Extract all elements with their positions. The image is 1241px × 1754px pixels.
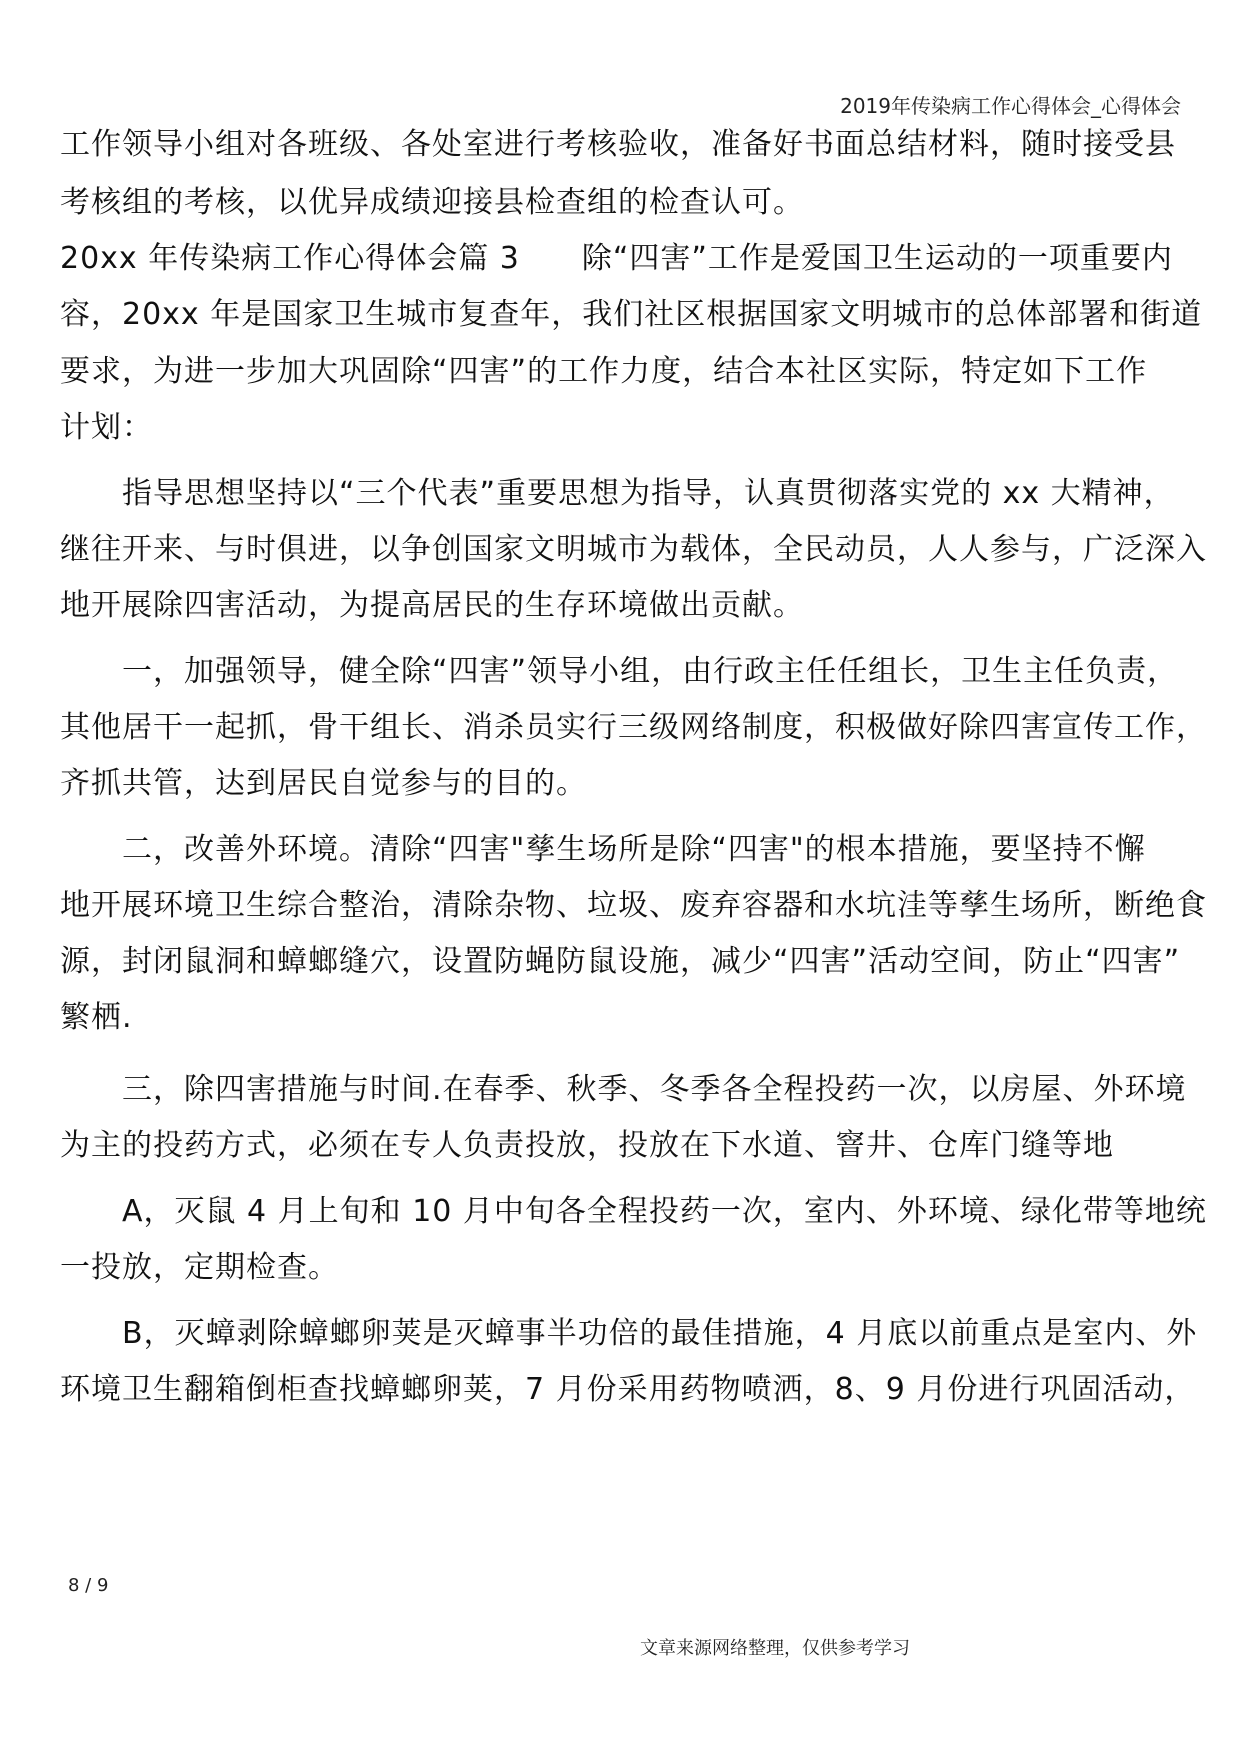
page-header: 2019年传染病工作心得体会_心得体会 (840, 94, 1181, 118)
text-line: 要求，为进一步加大巩固除“四害”的工作力度，结合本社区实际，特定如下工作 (60, 354, 1148, 389)
text-line: 考核组的考核，以优异成绩迎接县检查组的检查认可。 (60, 185, 804, 220)
document-body (60, 127, 1207, 1407)
text-line: 其他居干一起抓，骨干组长、消杀员实行三级网络制度，积极做好除四害宣传工作， (60, 710, 1207, 745)
text-line: 一，加强领导，健全除“四害”领导小组，由行政主任任组长，卫生主任负责， (60, 654, 1179, 689)
text-line: 三，除四害措施与时间.在春季、秋季、冬季各全程投药一次，以房屋、外环境 (60, 1072, 1187, 1107)
text-line: 工作领导小组对各班级、各处室进行考核验收，准备好书面总结材料，随时接受县 (60, 127, 1176, 162)
text-line: 指导思想坚持以“三个代表”重要思想为指导，认真贯彻落实党的 xx 大精神， (60, 476, 1175, 511)
text-line: 为主的投药方式，必须在专人负责投放，投放在下水道、窨井、仓库门缝等地 (60, 1128, 1114, 1163)
text-line: 繁栖. (60, 1000, 133, 1035)
text-line: A，灭鼠 4 月上旬和 10 月中旬各全程投药一次，室内、外环境、绿化带等地统 (60, 1194, 1207, 1229)
text-line: B，灭蟑剥除蟑螂卵荚是灭蟑事半功倍的最佳措施，4 月底以前重点是室内、外 (60, 1316, 1198, 1351)
text-line: 20xx 年传染病工作心得体会篇 3 除“四害”工作是爱国卫生运动的一项重要内 (60, 241, 1173, 276)
text-line: 容，20xx 年是国家卫生城市复查年，我们社区根据国家文明城市的总体部署和街道 (60, 297, 1203, 332)
text-line: 地开展环境卫生综合整治，清除杂物、垃圾、废弃容器和水坑洼等孳生场所，断绝食 (60, 888, 1207, 923)
text-line: 环境卫生翻箱倒柜查找蟑螂卵荚，7 月份采用药物喷洒，8、9 月份进行巩固活动， (60, 1372, 1196, 1407)
text-line: 二，改善外环境。清除“四害"孳生场所是除“四害"的根本措施，要坚持不懈 (60, 832, 1146, 867)
text-line: 计划： (60, 410, 153, 445)
text-line: 继往开来、与时俱进，以争创国家文明城市为载体，全民动员，人人参与，广泛深入 (60, 532, 1207, 567)
page-number: 8 / 9 (68, 1575, 109, 1596)
text-line: 源，封闭鼠洞和蟑螂缝穴，设置防蝇防鼠设施，减少“四害”活动空间，防止“四害” (60, 944, 1181, 979)
text-line: 齐抓共管，达到居民自觉参与的目的。 (60, 766, 587, 801)
source-note: 文章来源网络整理，仅供参考学习 (640, 1638, 910, 1659)
text-line: 一投放，定期检查。 (60, 1250, 339, 1285)
text-line: 地开展除四害活动，为提高居民的生存环境做出贡献。 (60, 588, 804, 623)
